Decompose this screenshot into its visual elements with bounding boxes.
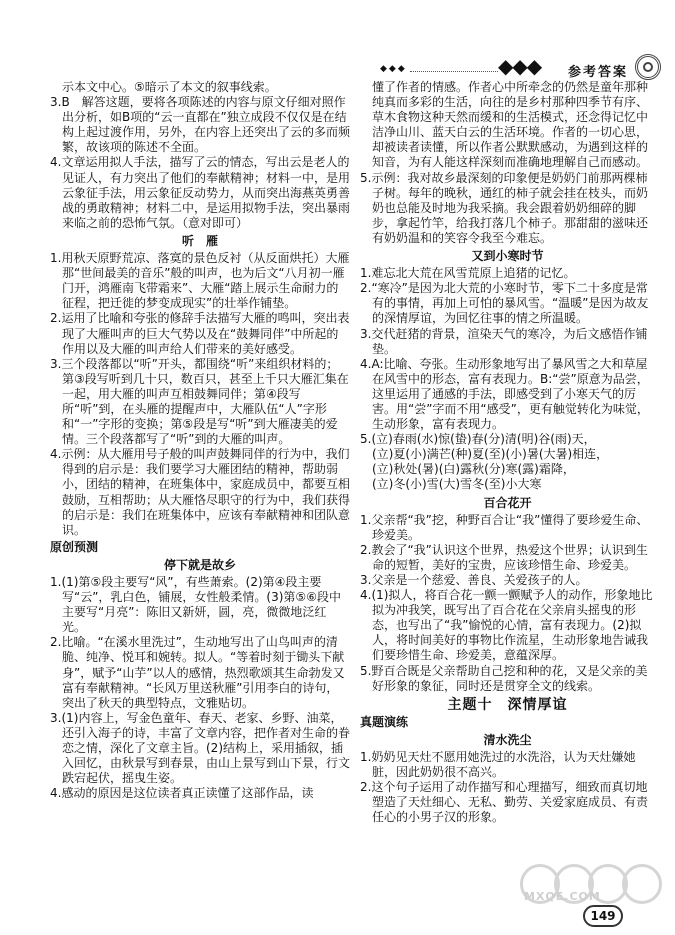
watermark-circle-icon [622,864,662,904]
answer-item: 3.交代赶猪的背景，渲染天气的寒冷，为后文感悟作铺垫。 [360,326,648,356]
answer-item: 4.示例：从大雁用号子般的叫声鼓舞同伴的行为中，我们得到的启示是：我们要学习大雁团结的精神，帮助弱小，团结的精神，在班集体中，家庭成员中，都要互相鼓励，互相帮助；从大雁恪尽职守的行为中，我们获得的启示是：我们在班集体中，应该有奉献精神和团队意识。 [50,447,351,537]
answer-item: 2.这个句子运用了动作描写和心理描写，细致而真切地塑造了天灶细心、无私、勤劳、关爱家庭成员、有责任心的小男子汉的形象。 [360,780,649,825]
header-dots-small: ◆◆◆ [380,64,407,74]
subsection-heading: 真题演练 [360,714,409,729]
answer-item: 3.父亲是一个慈爱、善良、关爱孩子的人。 [360,573,588,587]
answer-item: 2.教会了“我”认识这个世界，热爱这个世界；认识到生命的短暂，美好的宝贵，应该珍惜生命、珍爱美。 [360,542,648,572]
answer-item: 1.(1)第⑤段主要写“风”，有些萧索。(2)第④段主要写“云”，乳白色，铺展，女性般柔情。(3)第⑤⑥段中主要写“月亮”：陈旧又新妍，圆，亮，微微地泛红光。 [50,575,341,635]
answer-item: 3.(1)内容上，写金色童年、春天、老家、乡野、油菜，还引入海子的诗，丰富了文章内容，把作者对生命的眷恋之情，深化了文章主旨。(2)结构上，采用插叙，插入回忆，由秋景写到春景，由山上景写到山下景，行文跌宕起伏，摇曳生姿。 [50,710,351,786]
answer-item: 3.三个段落都以“听”开头，都围绕“听”来组织材料的；第③段写听到几十只，数百只，甚至上千只大雁汇集在一起，用大雁的叫声互相鼓舞同伴；第④段写所“听”到，在头雁的提醒声中，大雁队伍“人”字形和“一”字形的变换；第⑤段是写“听”到大雁凄美的爱情。三个段落都写了“听”到的大雁的叫声。 [50,356,349,447]
answer-item: 2.比喻。“在溪水里洗过”，生动地写出了山鸟叫声的清脆、纯净、悦耳和婉转。拟人。“等着时刻于锄头下献身”，赋予“山芋”以人的感情，热烈歌颂其生命勃发又富有奉献精神。“长风万里送秋雁”引用李白的诗句，突出了秋天的典型特点，文雅贴切。 [50,635,345,710]
answer-continuation: 懂了作者的情感。作者心中所牵念的仍然是童年那种纯真而多彩的生活，向往的是乡村那种四季节有序、草木食物这种天然而缓和的生活模式，还念得记忆中洁净山川、蓝天白云的生活环境。作者的一切心思，却被读者读懂，所以作者公默默感动，为遇到这样的知音，为有人能这样深刻而准确地理解自己而感动。 [372,80,649,170]
header-diamond-icons: ◆◆◆ [498,54,542,78]
left-column [50,80,350,801]
answer-item: 1.用秋天原野荒凉、落寞的景色反衬（从反面烘托）大雁那“世间最美的音乐”般的叫声，也为后文“八月初一雁门开，鸿雁南飞带霜来”、大雁“踏上展示生命耐力的征程，把迁徙的梦变成现实”的壮举作铺垫。 [50,251,350,311]
watermark [520,860,670,910]
answer-item: 3.B 解答这题，要将各项陈述的内容与原文仔细对照作出分析，如B项的“云一直都在”独立成段不仅仅是在结构上起过渡作用，另外，在内容上还突出了云的多而频繁，故该项的陈述不全面。 [50,95,351,155]
answer-item: 2.“寒冷”是因为北大荒的小寒时节，零下二十多度是常有的事情，再加上可怕的暴风雪。“温暖”是因为故友的深情厚谊，为回忆往事的情之所温暖。 [360,281,649,326]
answer-item: 4.(1)拟人，将百合花一颤一颤赋予人的动作，形象地比拟为冲我笑，既写出了百合花在父亲肩头摇曳的形态，也写出了“我”愉悦的心情，富有表现力。(2)拟人，将时间美好的事物比作流星，生动形象地告诫我们要珍惜生命、珍爱美，意蕴深厚。 [360,588,653,663]
answer-item: 5.(立)春雨(水)惊(蛰)春(分)清(明)谷(雨)天， [360,432,596,447]
section-title: 清水洗尘 [483,732,532,747]
answer-item: 1.难忘北大荒在风雪荒原上追猪的记忆。 [360,266,576,281]
answer-item: 1.父亲帮“我”挖，种野百合让“我”懂得了要珍爱生命、珍爱美。 [360,512,649,542]
header-dotted-line [410,71,498,72]
section-title: 又到小寒时节 [471,249,544,264]
header-title: 参考答案 [568,65,629,80]
section-title: 停下就是故乡 [163,557,236,572]
answer-item: 4.A:比喻、夸张。生动形象地写出了暴风雪之大和草屋在风雪中的形态，富有表现力。B:“尝”原意为品尝，这里运用了通感的手法，即感受到了小寒天气的厉害。用“尝”字而不用“感受”，更有触觉转化为味觉，生动形象，富有表现力。 [360,356,649,432]
answer-continuation: 示本文中心。⑤暗示了本文的叙事线索。 [62,80,277,94]
answer-item: 4.文章运用拟人手法，描写了云的情态，写出云是老人的见证人，有力突出了他们的奉献精神；材料一中，是用云象征手法，用云象征反动势力，从而突出海燕英勇善战的勇敢精神；材料二中，是运用拟物手法，突出暴雨来临之前的恐怖气氛。（意对即可） [50,155,351,230]
spiral-logo-icon [635,54,661,80]
answer-item: 2.运用了比喻和夸张的修辞手法描写大雁的鸣叫，突出表现了大雁叫声的巨大气势以及在“鼓舞同伴”中所起的作用以及大雁的叫声给人们带来的美好感受。 [50,311,350,356]
theme-heading: 主题十 深情厚谊 [447,696,568,713]
answer-item: 5.野百合既是父亲帮助自己挖和种的花，又是父亲的美好形象的象征，同时还是贯穿全文的线索。 [360,663,648,693]
answer-item: 5.示例：我对故乡最深刻的印象便是奶奶门前那两棵柿子树。每年的晚秋，通红的柿子就会挂在枝头，而奶奶也总能及时地为我采摘。我会跟着奶奶细碎的脚步，拿起竹竿，给我打落几个柿子。那甜甜的滋味还有奶奶温和的笑容令我至今难忘。 [360,170,649,245]
section-title: 听 雁 [181,233,218,248]
section-title: 百合花开 [483,495,532,510]
watermark-text: MXQE.COM [524,890,601,903]
answer-continuation: (立)秋处(暑)(白)露秋(分)寒(露)霜降， [372,462,575,477]
subsection-heading: 原创预测 [50,539,99,554]
answer-item: 1.奶奶见天灶不愿用她洗过的水洗浴，认为天灶嫌她脏，因此奶奶很不高兴。 [360,750,636,780]
page-number: 149 [583,905,623,927]
right-column [360,80,655,826]
answer-continuation: (立)夏(小)满芒(种)夏(至)(小)暑(大暑)相连， [372,447,609,462]
answer-item: 4.感动的原因是这位读者真正读懂了这部作品，读 [50,786,314,801]
answer-continuation: (立)冬(小)雪(大)雪冬(至)小大寒 [372,477,542,492]
